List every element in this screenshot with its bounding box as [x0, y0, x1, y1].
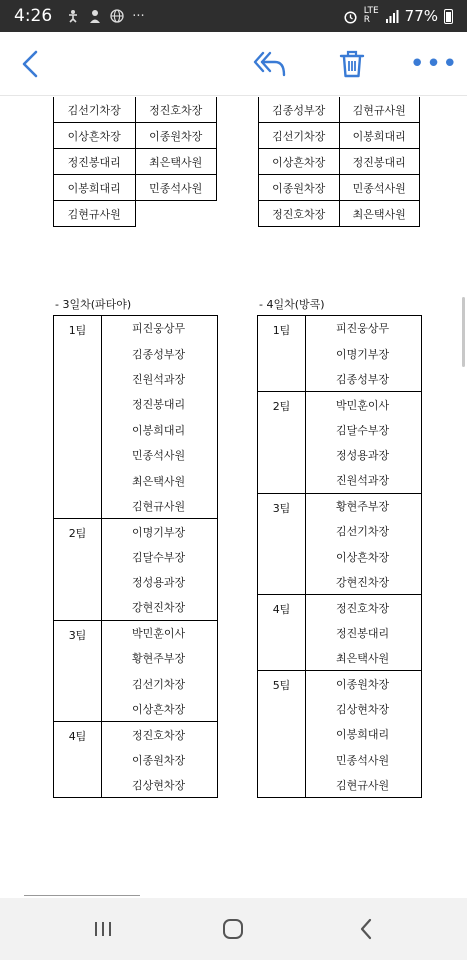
- roster-cell: 김현규사원: [339, 97, 420, 123]
- day4-team-table: [257, 315, 422, 798]
- team-member: 박민훈이사: [102, 620, 218, 645]
- team-member: 피진웅상무: [306, 316, 422, 341]
- team-member: 김달수부장: [102, 544, 218, 569]
- more-horizontal-icon: •••: [409, 49, 459, 79]
- roster-cell: 정진호차장: [135, 97, 217, 123]
- team-member: 김달수부장: [306, 417, 422, 442]
- team-member: 진원석과장: [102, 366, 218, 391]
- team-number: 3팀: [258, 493, 306, 595]
- battery-percent: 77%: [404, 7, 438, 25]
- signal-icon: [385, 9, 399, 23]
- roster-cell: 김종성부장: [259, 97, 340, 123]
- roster-cell: 최은택사원: [135, 149, 217, 175]
- team-member: 이명기부장: [306, 341, 422, 366]
- team-member: 김선기차장: [102, 671, 218, 696]
- delete-button[interactable]: [330, 32, 374, 96]
- team-member: 김종성부장: [102, 341, 218, 366]
- team-member: 정진호차장: [102, 722, 218, 747]
- day3-team-table: [53, 315, 218, 798]
- roster-cell: 이상흔차장: [54, 123, 136, 149]
- roster-cell: 김선기차장: [259, 123, 340, 149]
- roster-cell: 민종석사원: [135, 175, 217, 201]
- roster-cell: 정진호차장: [259, 201, 340, 227]
- roster-cell: 이상흔차장: [259, 149, 340, 175]
- team-member: 이봉희대리: [102, 417, 218, 442]
- team-member: 이봉희대리: [306, 722, 422, 747]
- reply-all-icon: [253, 51, 287, 77]
- day4-label: - 4일차(방콕): [259, 298, 325, 311]
- team-number: 4팀: [54, 722, 102, 798]
- nav-back-button[interactable]: [336, 898, 396, 960]
- team-member: 김상현차장: [306, 696, 422, 721]
- team-number: 4팀: [258, 595, 306, 671]
- roster-cell: 이종원차장: [259, 175, 340, 201]
- team-member: 정진봉대리: [102, 392, 218, 417]
- team-member-row: [258, 493, 422, 518]
- team-member: 정진호차장: [306, 595, 422, 620]
- status-right: [343, 7, 453, 25]
- roster-cell: 김선기차장: [54, 97, 136, 123]
- team-member: 김현규사원: [102, 493, 218, 518]
- person-icon: [88, 9, 102, 23]
- team-member: 강현진차장: [102, 595, 218, 620]
- team-member-row: [54, 316, 218, 341]
- team-member-row: [54, 519, 218, 544]
- chevron-left-icon: [19, 49, 41, 79]
- team-number: 5팀: [258, 671, 306, 798]
- roster-row: [54, 175, 217, 201]
- globe-icon: [110, 9, 124, 23]
- day2-left-table: [53, 97, 217, 227]
- team-member: 정진봉대리: [306, 620, 422, 645]
- roster-row: [54, 97, 217, 123]
- roster-cell: 이종원차장: [135, 123, 217, 149]
- team-member-row: [54, 722, 218, 747]
- app-toolbar: [0, 32, 467, 96]
- team-member: 민종석사원: [306, 747, 422, 772]
- lte-label: LTE R: [363, 6, 379, 25]
- roster-row: [259, 175, 420, 201]
- team-number: 1팀: [258, 316, 306, 392]
- more-options-button[interactable]: [409, 32, 459, 96]
- system-nav-bar: [0, 898, 467, 960]
- team-member: 황현주부장: [306, 493, 422, 518]
- battery-icon: [444, 9, 453, 24]
- team-member: 김상현차장: [102, 773, 218, 798]
- team-member: 김현규사원: [306, 773, 422, 798]
- roster-row: [54, 123, 217, 149]
- team-member: 이종원차장: [306, 671, 422, 696]
- accessibility-icon: [66, 9, 80, 23]
- alarm-icon: [343, 9, 358, 24]
- day2-right-table: [258, 97, 420, 227]
- trash-icon: [339, 50, 365, 78]
- back-button[interactable]: [8, 32, 52, 96]
- team-member: 정성용과장: [102, 569, 218, 594]
- team-member: 피진웅상무: [102, 316, 218, 341]
- team-number: 1팀: [54, 316, 102, 519]
- team-number: 2팀: [258, 392, 306, 494]
- team-member: 강현진차장: [306, 569, 422, 594]
- team-member: 이상흔차장: [102, 696, 218, 721]
- team-member: 이명기부장: [102, 519, 218, 544]
- roster-cell: 정진봉대리: [339, 149, 420, 175]
- team-member-row: [258, 316, 422, 341]
- team-member: 민종석사원: [102, 442, 218, 467]
- roster-cell: 민종석사원: [339, 175, 420, 201]
- roster-cell: 이봉희대리: [339, 123, 420, 149]
- status-bar: [0, 0, 467, 32]
- team-member: 정성용과장: [306, 442, 422, 467]
- team-member: 황현주부장: [102, 646, 218, 671]
- roster-cell: 김현규사원: [54, 201, 136, 227]
- roster-row: [259, 123, 420, 149]
- notification-icons: [66, 9, 144, 24]
- team-member: 김종성부장: [306, 366, 422, 391]
- roster-cell: 정진봉대리: [54, 149, 136, 175]
- team-member: 이종원차장: [102, 747, 218, 772]
- day3-label: - 3일차(파타야): [55, 298, 132, 311]
- more-notifications-icon: ···: [132, 8, 145, 24]
- page-divider: [24, 895, 140, 896]
- roster-row: [54, 201, 217, 227]
- team-member: 이상흔차장: [306, 544, 422, 569]
- roster-row: [259, 149, 420, 175]
- scroll-indicator[interactable]: [462, 297, 465, 367]
- team-member: 진원석과장: [306, 468, 422, 493]
- team-member: 최은택사원: [306, 646, 422, 671]
- team-member: 김선기차장: [306, 519, 422, 544]
- team-member-row: [258, 595, 422, 620]
- back-icon: [357, 918, 375, 940]
- roster-cell: [135, 201, 217, 227]
- home-icon: [221, 917, 245, 941]
- roster-row: [259, 97, 420, 123]
- roster-cell: 최은택사원: [339, 201, 420, 227]
- reply-all-button[interactable]: [248, 32, 292, 96]
- team-number: 2팀: [54, 519, 102, 621]
- home-button[interactable]: [203, 898, 263, 960]
- roster-cell: 이봉희대리: [54, 175, 136, 201]
- team-member: 최은택사원: [102, 468, 218, 493]
- team-member-row: [258, 392, 422, 417]
- roster-row: [54, 149, 217, 175]
- team-member: 박민훈이사: [306, 392, 422, 417]
- team-member-row: [54, 620, 218, 645]
- roster-row: [259, 201, 420, 227]
- team-number: 3팀: [54, 620, 102, 722]
- document-view[interactable]: [0, 97, 467, 897]
- status-time: 4:26: [14, 6, 53, 26]
- recent-apps-icon: [93, 919, 113, 939]
- team-member-row: [258, 671, 422, 696]
- recent-apps-button[interactable]: [73, 898, 133, 960]
